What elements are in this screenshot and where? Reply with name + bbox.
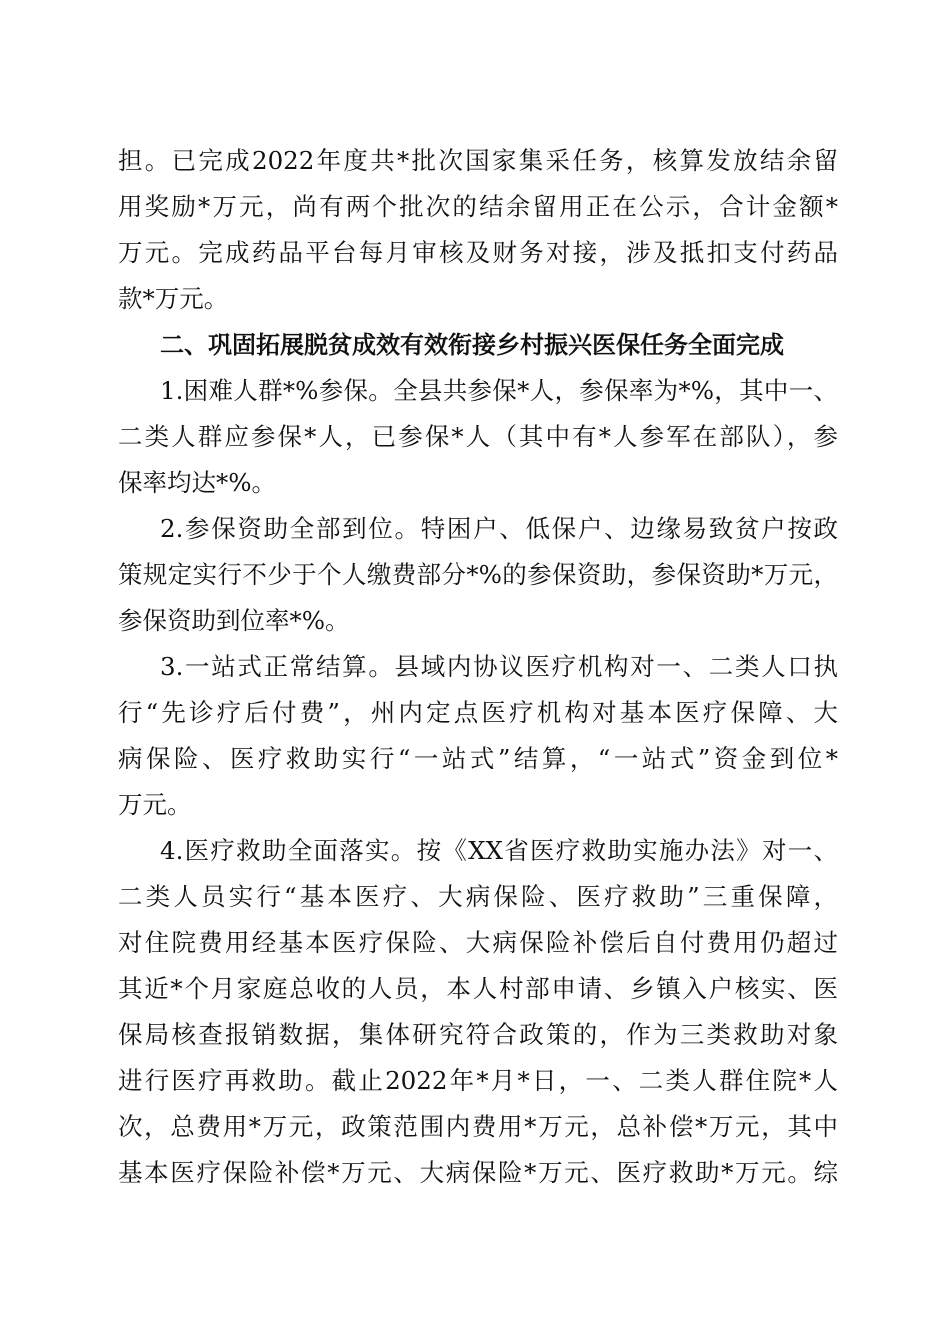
body-line: 进行医疗再救助。截止2022年*月*日，一、二类人群住院*人 bbox=[118, 1066, 838, 1095]
body-line: 次，总费用*万元，政策范围内费用*万元，总补偿*万元，其中 bbox=[118, 1112, 838, 1141]
body-line: 策规定实行不少于个人缴费部分*%的参保资助，参保资助*万元， bbox=[118, 560, 838, 589]
body-line: 用奖励*万元，尚有两个批次的结余留用正在公示，合计金额* bbox=[118, 192, 838, 221]
body-line: 对住院费用经基本医疗保险、大病保险补偿后自付费用仍超过 bbox=[118, 928, 838, 957]
body-line: 款*万元。 bbox=[118, 284, 229, 313]
body-line: 病保险、医疗救助实行“一站式”结算，“一站式”资金到位* bbox=[118, 744, 838, 773]
body-line: 4.医疗救助全面落实。按《XX省医疗救助实施办法》对一、 bbox=[160, 836, 838, 865]
body-line: 保局核查报销数据，集体研究符合政策的，作为三类救助对象 bbox=[118, 1020, 838, 1049]
body-line: 2.参保资助全部到位。特困户、低保户、边缘易致贫户按政 bbox=[160, 514, 838, 543]
body-line: 1.困难人群*%参保。全县共参保*人，参保率为*%，其中一、 bbox=[160, 376, 838, 405]
body-line: 3.一站式正常结算。县域内协议医疗机构对一、二类人口执 bbox=[160, 652, 838, 681]
body-line: 二类人员实行“基本医疗、大病保险、医疗救助”三重保障， bbox=[118, 882, 838, 911]
body-line: 二类人群应参保*人，已参保*人（其中有*人参军在部队），参 bbox=[118, 422, 838, 451]
body-line: 行“先诊疗后付费”，州内定点医疗机构对基本医疗保障、大 bbox=[118, 698, 838, 727]
body-line: 万元。 bbox=[118, 790, 192, 819]
body-line: 万元。完成药品平台每月审核及财务对接，涉及抵扣支付药品 bbox=[118, 238, 838, 267]
body-line: 其近*个月家庭总收的人员，本人村部申请、乡镇入户核实、医 bbox=[118, 974, 838, 1003]
body-line: 保率均达*%。 bbox=[118, 468, 277, 497]
body-line: 基本医疗保险补偿*万元、大病保险*万元、医疗救助*万元。综 bbox=[118, 1158, 838, 1187]
body-line: 参保资助到位率*%。 bbox=[118, 606, 350, 635]
body-line: 担。已完成2022年度共*批次国家集采任务，核算发放结余留 bbox=[118, 146, 838, 175]
section-heading: 二、巩固拓展脱贫成效有效衔接乡村振兴医保任务全面完成 bbox=[160, 331, 784, 359]
